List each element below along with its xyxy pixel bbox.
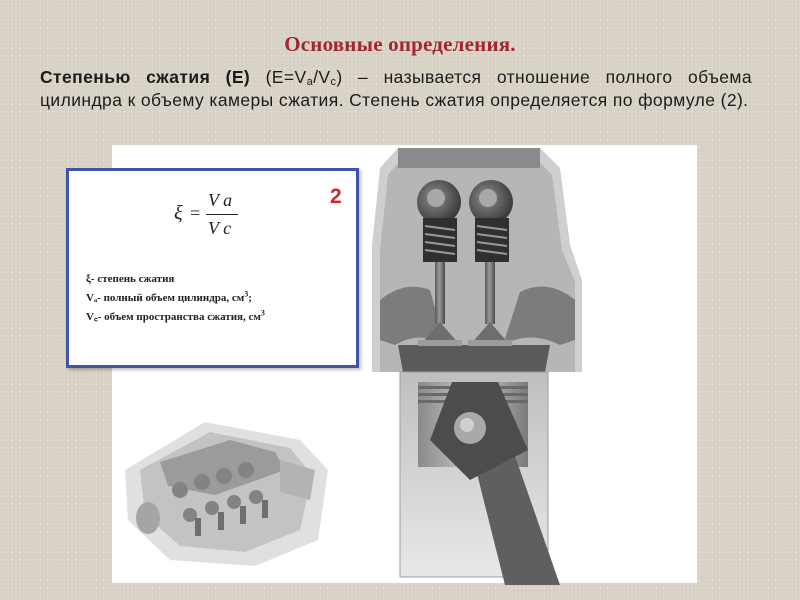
piston-assembly (400, 372, 560, 585)
definition-xi-text: ξ- степень сжатия (86, 273, 175, 285)
slide-title: Основные определения. (284, 32, 516, 56)
fraction-bar (206, 214, 238, 215)
definition-vc-sup: 3 (260, 308, 265, 318)
formula-lhs: ξ (174, 202, 183, 224)
definition-va (86, 289, 351, 308)
term-compression-ratio: Степенью сжатия (Е) (40, 67, 251, 87)
definition-va-tail: ; (248, 292, 252, 304)
definition-xi (86, 270, 351, 289)
formula-number: 2 (330, 185, 342, 208)
formula-numerator: V a (208, 190, 233, 210)
subscript-a: a (306, 76, 314, 88)
formula-denominator: V c (208, 218, 232, 238)
definition-va-sup: 3 (244, 289, 249, 299)
engine-block-sketch (125, 422, 328, 566)
formula-equals: = (190, 203, 201, 223)
definition-text: ) – называется отношение полного объема цилиндра к объему камеры сжатия. Степень сжатия определяется по формуле (2). (40, 67, 752, 110)
formula-slash: /V (313, 67, 331, 87)
definition-va-text: Vₐ- полный объем цилиндра, см (86, 292, 245, 304)
definition-vc (86, 308, 351, 327)
definition-vc-text: V꜀- объем пространства сжатия, см (86, 311, 261, 323)
formula-prefix: (Е=V (250, 67, 307, 87)
formula-definitions (86, 270, 351, 327)
compression-ratio-formula (172, 190, 262, 250)
subscript-c: c (330, 76, 337, 88)
